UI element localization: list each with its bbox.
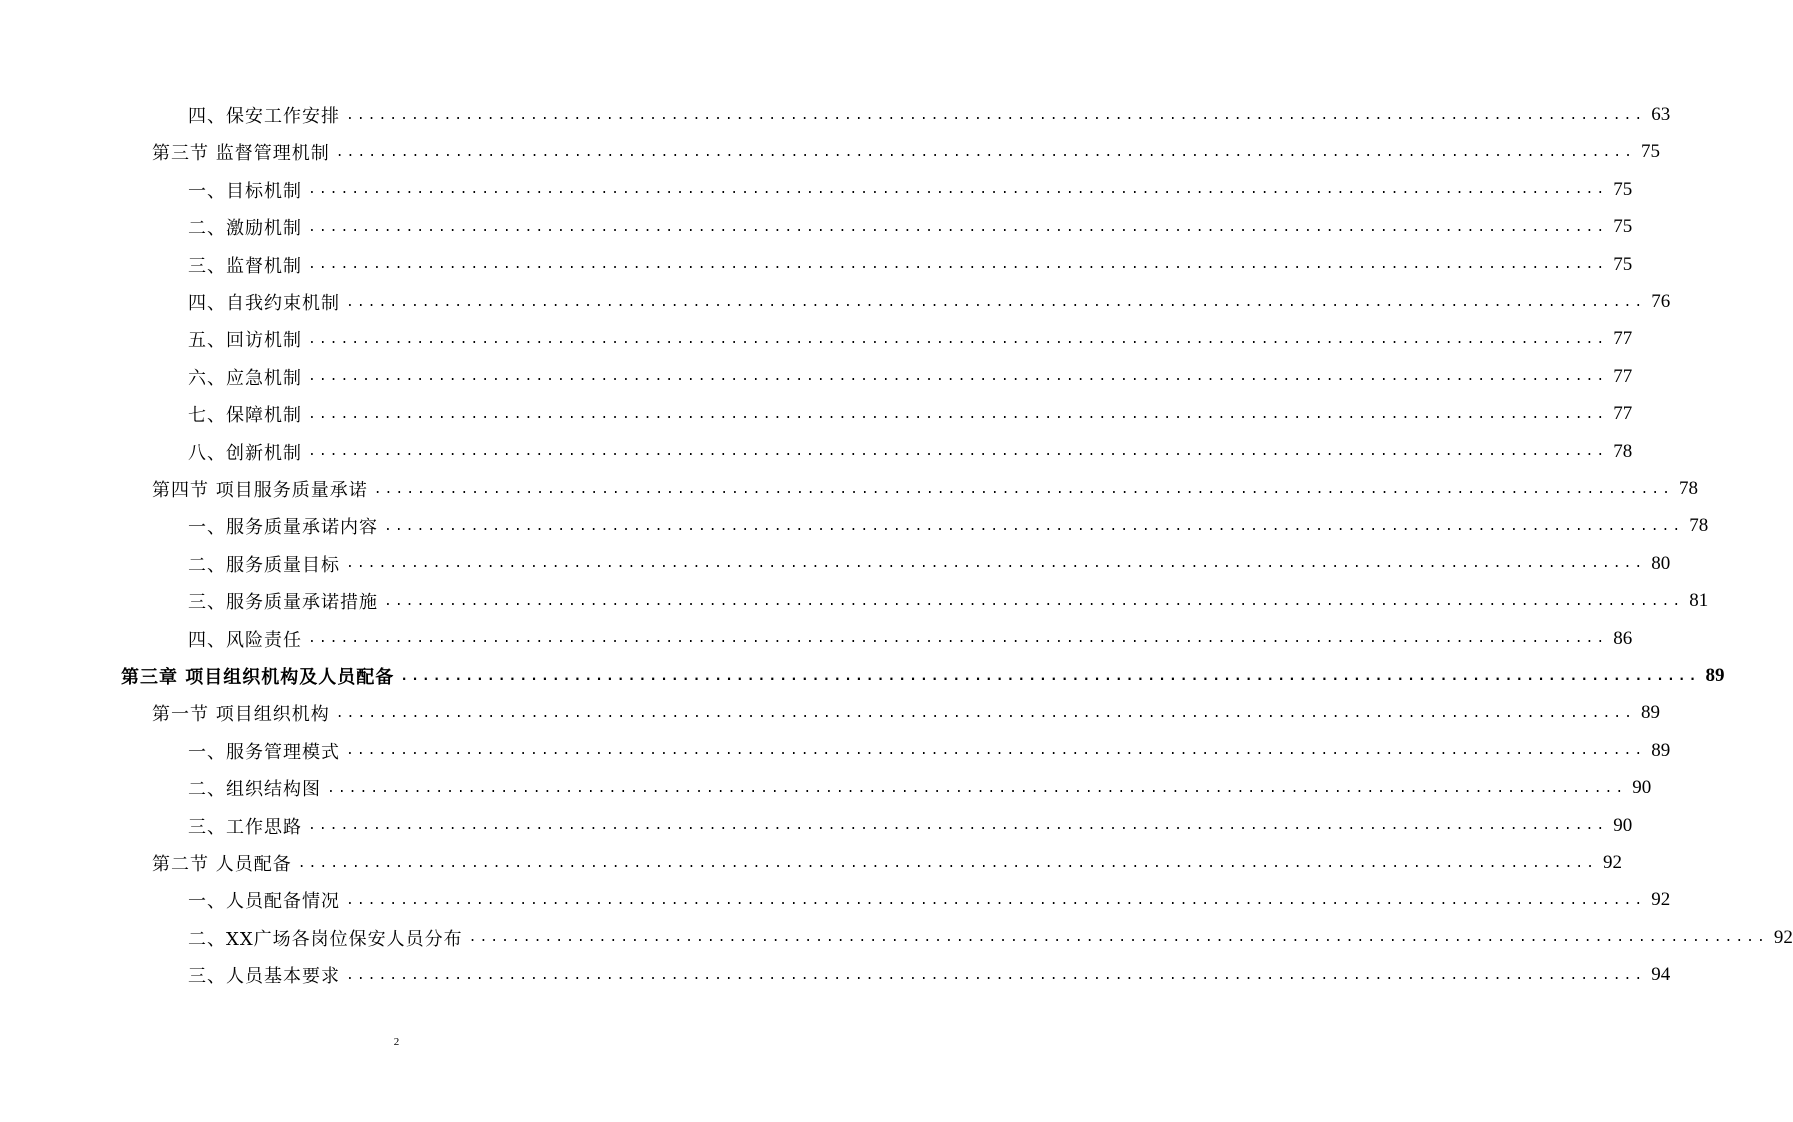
- toc-entry[interactable]: [0, 474, 1698, 504]
- toc-entry-title: 一、人员配备情况: [188, 891, 340, 913]
- toc-entry-page: 63: [1651, 104, 1671, 125]
- toc-leader-dots: ........................................................................................................................: [327, 780, 1627, 796]
- toc-entry-page: 77: [1613, 365, 1633, 387]
- toc-entry-title: 第三节 监督管理机制: [152, 143, 330, 165]
- toc-entry-page: 86: [1613, 627, 1633, 649]
- toc-entry[interactable]: [0, 250, 1633, 280]
- toc-entry-title: 二、服务质量目标: [188, 554, 340, 576]
- toc-entry-page: 94: [1651, 964, 1671, 986]
- toc-leader-dots: ........................................................................................................................: [346, 556, 1646, 572]
- toc-entry[interactable]: [0, 811, 1633, 841]
- toc-entry-title: 三、服务质量承诺措施: [188, 592, 378, 614]
- toc-entry-page: 92: [1651, 889, 1671, 911]
- toc-entry-title: 第四节 项目服务质量承诺: [152, 480, 368, 501]
- toc-leader-dots: ........................................................................................................................: [346, 294, 1646, 310]
- toc-entry-page: 89: [1640, 702, 1660, 724]
- toc-entry-title: 六、应急机制: [188, 367, 302, 389]
- toc-entry[interactable]: [0, 511, 1709, 541]
- toc-entry-page: 77: [1613, 403, 1633, 425]
- toc-entry[interactable]: [0, 960, 1671, 990]
- toc-entry-page: 78: [1689, 515, 1709, 537]
- toc-entry[interactable]: [0, 586, 1709, 616]
- toc-entry[interactable]: [0, 287, 1671, 317]
- toc-entry[interactable]: [0, 624, 1633, 654]
- toc-entry[interactable]: [0, 212, 1633, 242]
- page-number: 2: [393, 1036, 400, 1048]
- toc-entry-title: 三、监督机制: [188, 255, 302, 277]
- toc-entry[interactable]: [0, 661, 1725, 691]
- toc-leader-dots: ........................................................................................................................: [308, 406, 1608, 422]
- toc-entry-title: 八、创新机制: [188, 442, 302, 464]
- toc-leader-dots: ........................................................................................................................: [346, 743, 1646, 759]
- toc-entry[interactable]: [0, 399, 1633, 429]
- toc-entry-title: 第一节 项目组织机构: [152, 704, 330, 726]
- toc-leader-dots: ........................................................................................................................: [335, 705, 1635, 721]
- toc-leader-dots: ........................................................................................................................: [308, 631, 1608, 647]
- toc-entry-page: 92: [1602, 852, 1622, 873]
- toc-entry-title: 第二节 人员配备: [152, 854, 292, 875]
- toc-entry-page: 80: [1651, 552, 1671, 574]
- toc-entry-title: 三、工作思路: [188, 816, 302, 838]
- toc-leader-dots: ........................................................................................................................: [297, 855, 1597, 871]
- toc-entry-title: 第三章 项目组织机构及人员配备: [121, 667, 395, 688]
- toc-entry-title: 三、人员基本要求: [188, 966, 340, 988]
- toc-entry-title: 二、组织结构图: [188, 779, 321, 801]
- toc-entry-page: 90: [1613, 814, 1633, 836]
- toc-entry-page: 78: [1613, 440, 1633, 462]
- toc-entry-page: 75: [1613, 253, 1633, 275]
- toc-entry-title: 四、风险责任: [188, 629, 302, 651]
- toc-entry[interactable]: [0, 324, 1633, 354]
- toc-entry-page: 75: [1640, 141, 1660, 163]
- toc-entry-title: 四、自我约束机制: [188, 293, 340, 314]
- toc-leader-dots: ........................................................................................................................: [384, 518, 1684, 534]
- toc-leader-dots: ........................................................................................................................: [400, 668, 1700, 684]
- toc-entry[interactable]: [0, 549, 1671, 579]
- toc-entry-page: 90: [1632, 777, 1652, 799]
- toc-entry-title: 七、保障机制: [188, 405, 302, 427]
- toc-entry-page: 81: [1689, 590, 1709, 612]
- toc-entry-page: 76: [1651, 291, 1671, 312]
- toc-entry-title: 五、回访机制: [188, 330, 302, 352]
- toc-entry[interactable]: [0, 362, 1633, 392]
- toc-entry[interactable]: [0, 773, 1652, 803]
- toc-entry-title: 四、保安工作安排: [188, 106, 340, 127]
- toc-leader-dots: ........................................................................................................................: [308, 182, 1608, 198]
- toc-entry[interactable]: [0, 848, 1622, 878]
- toc-entry-page: 89: [1651, 739, 1671, 761]
- toc-leader-dots: ........................................................................................................................: [346, 892, 1646, 908]
- toc-entry-page: 92: [1773, 926, 1793, 948]
- toc-leader-dots: ........................................................................................................................: [308, 331, 1608, 347]
- toc-leader-dots: ........................................................................................................................: [346, 967, 1646, 983]
- toc-entry[interactable]: [0, 175, 1633, 205]
- toc-entry-title: 一、服务管理模式: [188, 741, 340, 763]
- toc-entry-title: 一、目标机制: [188, 180, 302, 202]
- toc-leader-dots: ........................................................................................................................: [308, 219, 1608, 235]
- toc-leader-dots: ........................................................................................................................: [468, 930, 1768, 946]
- toc-entry[interactable]: [0, 698, 1660, 728]
- toc-leader-dots: ........................................................................................................................: [335, 144, 1635, 160]
- toc-leader-dots: ........................................................................................................................: [384, 593, 1684, 609]
- toc-entry[interactable]: [0, 736, 1671, 766]
- toc-entry-page: 75: [1613, 178, 1633, 200]
- toc-leader-dots: ........................................................................................................................: [308, 257, 1608, 273]
- toc-entry-page: 78: [1678, 478, 1698, 499]
- toc-entry-page: 77: [1613, 328, 1633, 350]
- toc-entry-title: 二、激励机制: [188, 218, 302, 240]
- toc-leader-dots: ........................................................................................................................: [308, 818, 1608, 834]
- toc-leader-dots: ........................................................................................................................: [308, 444, 1608, 460]
- toc-entry[interactable]: [0, 885, 1671, 915]
- toc-leader-dots: ........................................................................................................................: [373, 481, 1673, 497]
- toc-entry[interactable]: [0, 100, 1671, 130]
- toc-leader-dots: ........................................................................................................................: [308, 369, 1608, 385]
- toc-entry-title: 一、服务质量承诺内容: [188, 517, 378, 539]
- toc-entry[interactable]: [0, 137, 1660, 167]
- toc-entry[interactable]: [0, 437, 1633, 467]
- toc-entry-title: 二、XX广场各岗位保安人员分布: [188, 928, 463, 950]
- toc-entry-page: 89: [1705, 665, 1725, 686]
- toc-leader-dots: ........................................................................................................................: [346, 107, 1646, 123]
- toc-entry[interactable]: [0, 923, 1793, 953]
- toc-entry-page: 75: [1613, 216, 1633, 238]
